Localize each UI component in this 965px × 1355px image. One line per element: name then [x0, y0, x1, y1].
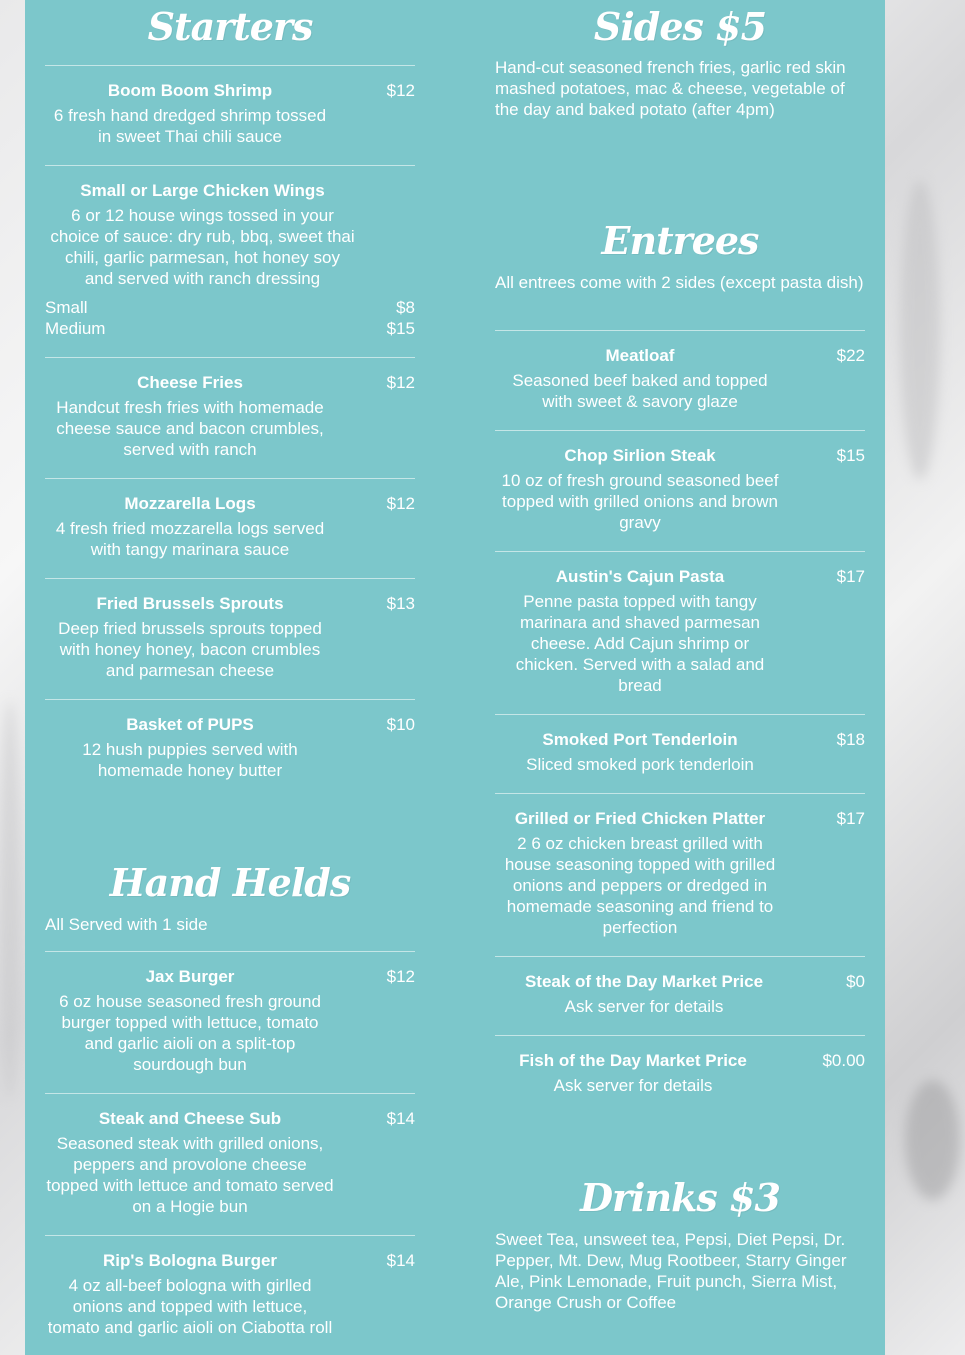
divider	[45, 1093, 415, 1094]
sides-title: Sides $5	[593, 4, 767, 49]
item-description: 6 oz house seasoned fresh ground burger topped with lettuce, tomato and garlic aioli on a split-top sourdough bun	[59, 992, 321, 1074]
item-price: $12	[386, 967, 415, 986]
size-option-medium	[45, 318, 415, 339]
item-description: Handcut fresh fries with homemade cheese sauce and bacon crumbles, served with ranch	[56, 398, 324, 459]
handhelds-description: All Served with 1 side	[45, 915, 208, 934]
drinks-title: Drinks $3	[580, 1175, 780, 1220]
divider	[45, 951, 415, 952]
divider	[495, 714, 865, 715]
item-price: $12	[386, 81, 415, 100]
item-name: Small or Large Chicken Wings	[80, 181, 325, 200]
item-name: Fish of the Day Market Price	[519, 1051, 747, 1070]
marble-texture	[0, 700, 20, 1100]
item-description: Deep fried brussels sprouts topped with honey honey, bacon crumbles and parmesan cheese	[58, 619, 322, 680]
size-price: $15	[386, 319, 415, 338]
item-name: Steak and Cheese Sub	[98, 1109, 282, 1128]
sides-description: Hand-cut seasoned french fries, garlic red skin mashed potatoes, mac & cheese, vegetable of the day and baked potato (after 4pm)	[495, 58, 846, 119]
size-label: Medium	[45, 319, 106, 338]
item-name: Cheese Fries	[137, 373, 243, 392]
item-price: $13	[386, 594, 415, 613]
item-name: Jax Burger	[145, 967, 235, 986]
item-description: 4 oz all-beef bologna with girlled onions and topped with lettuce, tomato and garlic aioli on Ciabotta roll	[47, 1276, 333, 1337]
item-description: 6 or 12 house wings tossed in your choice of sauce: dry rub, bbq, sweet thai chili, garlic parmesan, hot honey soy and served with ranch dressing	[50, 206, 355, 288]
menu-panel	[25, 0, 885, 1355]
item-name: Boom Boom Shrimp	[107, 81, 273, 100]
size-label: Small	[45, 298, 88, 317]
item-description: 6 fresh hand dredged shrimp tossed in sweet Thai chili sauce	[53, 106, 327, 146]
item-price: $15	[836, 446, 865, 465]
item-price: $14	[386, 1251, 415, 1270]
size-price: $8	[396, 298, 415, 317]
item-name: Smoked Port Tenderloin	[542, 730, 738, 749]
item-price: $18	[836, 730, 865, 749]
item-name: Chop Sirlion Steak	[564, 446, 716, 465]
item-description: Ask server for details	[564, 997, 724, 1016]
marble-texture	[905, 1080, 960, 1200]
size-option-small	[45, 297, 415, 318]
divider	[45, 65, 415, 66]
item-name: Mozzarella Logs	[124, 494, 256, 513]
starters-title: Starters	[147, 4, 313, 49]
item-name: Grilled or Fried Chicken Platter	[514, 809, 766, 828]
item-price: $17	[836, 809, 865, 828]
item-name: Austin's Cajun Pasta	[555, 567, 725, 586]
item-price: $0.00	[822, 1051, 865, 1070]
item-name: Rip's Bologna Burger	[102, 1251, 278, 1270]
item-description: Seasoned steak with grilled onions, peppers and provolone cheese topped with lettuce and tomato served on a Hogie bun	[46, 1134, 334, 1216]
divider	[45, 478, 415, 479]
item-description: 12 hush puppies served with homemade honey butter	[82, 740, 298, 780]
divider	[45, 699, 415, 700]
item-name: Basket of PUPS	[126, 715, 254, 734]
drinks-description: Sweet Tea, unsweet tea, Pepsi, Diet Pepsi, Dr. Pepper, Mt. Dew, Mug Rootbeer, Starry Ginger Ale, Pink Lemonade, Fruit punch, Sierra Mist, Orange Crush or Coffee	[495, 1230, 847, 1312]
item-name: Meatloaf	[605, 346, 675, 365]
divider	[495, 430, 865, 431]
item-price: $22	[836, 346, 865, 365]
item-description: Ask server for details	[553, 1076, 713, 1095]
divider	[45, 165, 415, 166]
item-price: $10	[386, 715, 415, 734]
entrees-description: All entrees come with 2 sides (except pasta dish)	[495, 273, 864, 292]
divider	[45, 1235, 415, 1236]
item-name: Steak of the Day Market Price	[524, 972, 764, 991]
divider	[495, 793, 865, 794]
item-description: Penne pasta topped with tangy marinara and shaved parmesan cheese. Add Cajun shrimp or chicken. Served with a salad and bread	[515, 592, 765, 695]
item-price: $17	[836, 567, 865, 586]
item-description: 2 6 oz chicken breast grilled with house seasoning topped with grilled onions and peppers or dredged in homemade seasoning and friend to perfection	[504, 834, 776, 937]
divider	[495, 1035, 865, 1036]
divider	[495, 551, 865, 552]
divider	[495, 956, 865, 957]
marble-texture	[900, 180, 940, 480]
divider	[45, 578, 415, 579]
item-price: $14	[386, 1109, 415, 1128]
divider	[45, 357, 415, 358]
item-description: 4 fresh fried mozzarella logs served with tangy marinara sauce	[55, 519, 325, 559]
item-description: Sliced smoked pork tenderloin	[526, 755, 754, 774]
handhelds-title: Hand Helds	[109, 860, 351, 905]
entrees-title: Entrees	[601, 218, 759, 263]
item-description: Seasoned beef baked and topped with sweet & savory glaze	[512, 371, 768, 411]
item-description: 10 oz of fresh ground seasoned beef topped with grilled onions and brown gravy	[501, 471, 779, 532]
item-name: Fried Brussels Sprouts	[96, 594, 284, 613]
item-price: $12	[386, 373, 415, 392]
divider	[495, 330, 865, 331]
item-price: $0	[846, 972, 865, 991]
item-price: $12	[386, 494, 415, 513]
